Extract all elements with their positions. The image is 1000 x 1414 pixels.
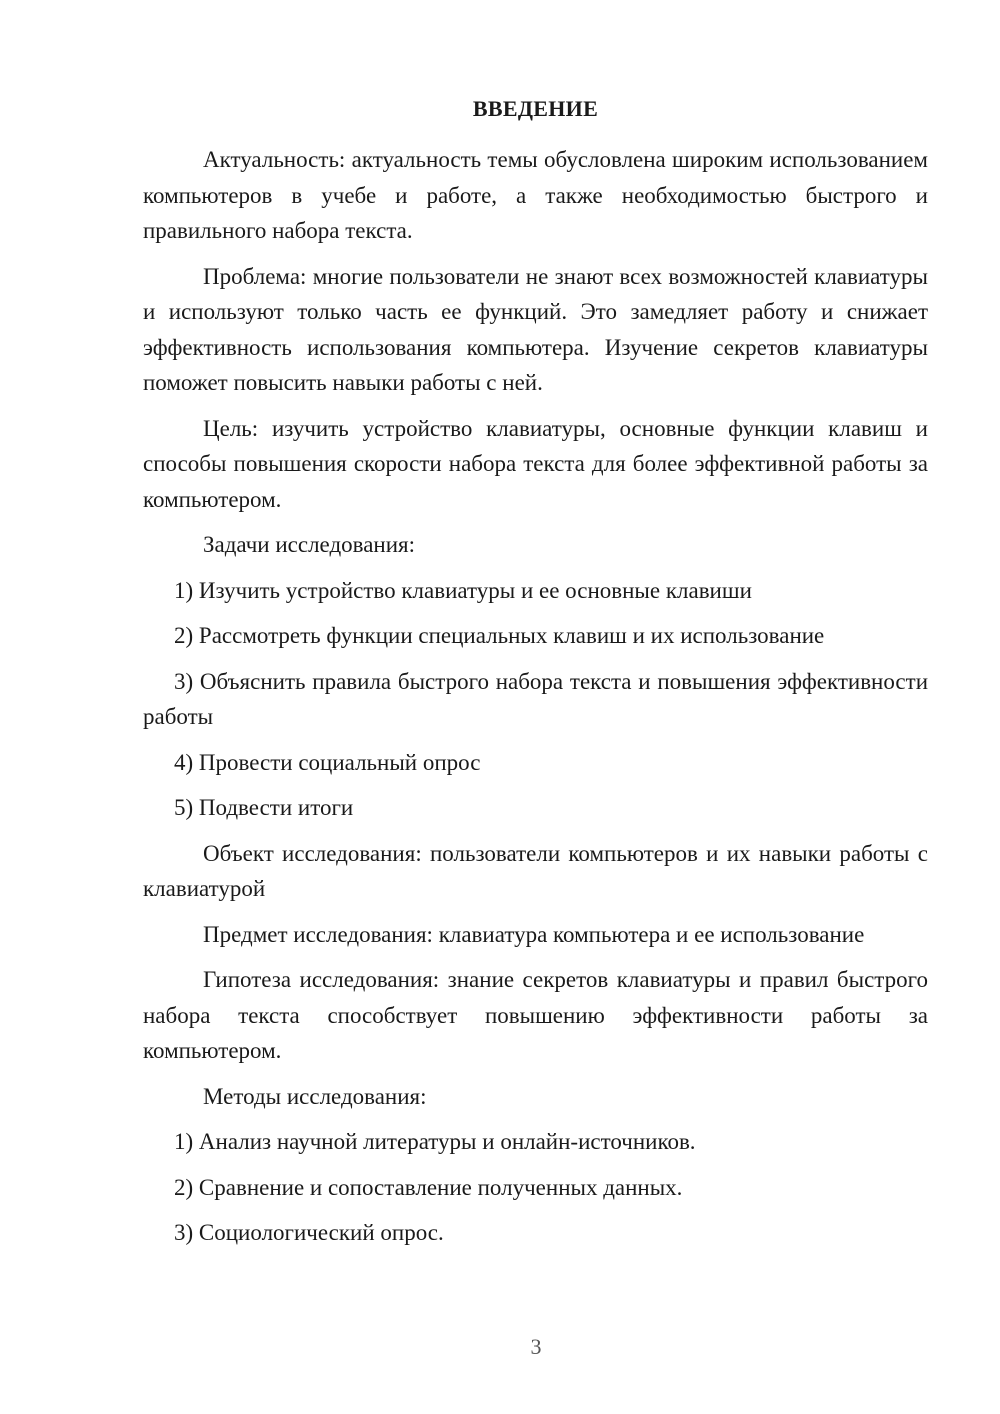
method-item: 2) Сравнение и сопоставление полученных данных.: [174, 1174, 683, 1200]
methods-heading: Методы исследования:: [203, 1083, 427, 1109]
task-item: 4) Провести социальный опрос: [174, 749, 481, 775]
object-paragraph: Объект исследования: пользователи компьютеров и их навыки работы с клавиатурой: [143, 840, 928, 901]
method-item: 1) Анализ научной литературы и онлайн-источников.: [174, 1129, 696, 1154]
method-item: 3) Социологический опрос.: [174, 1220, 444, 1245]
document-body: [143, 142, 928, 1261]
subject-paragraph: Предмет исследования: клавиатура компьютера и ее использование: [203, 921, 865, 947]
problem-paragraph: Проблема: многие пользователи не знают всех возможностей клавиатуры и используют только часть ее функций. Это замедляет работу и снижает эффективность использования компьютера. Изучение секретов клавиатуры поможет повысить навыки работы с ней.: [143, 263, 928, 395]
task-item: 2) Рассмотреть функции специальных клавиш и их использование: [174, 623, 825, 648]
tasks-heading: Задачи исследования:: [203, 532, 416, 557]
goal-paragraph: Цель: изучить устройство клавиатуры, основные функции клавиш и способы повышения скорости набора текста для более эффективной работы за компьютером.: [143, 415, 928, 512]
hypothesis-paragraph: Гипотеза исследования: знание секретов клавиатуры и правил быстрого набора текста способствует повышению эффективности работы за компьютером.: [143, 967, 928, 1063]
task-item: 3) Объяснить правила быстрого набора текста и повышения эффективности работы: [143, 668, 928, 729]
section-title: ВВЕДЕНИЕ: [472, 96, 599, 121]
relevance-paragraph: Актуальность: актуальность темы обусловлена широким использованием компьютеров в учебе и работе, а также необходимостью быстрого и правильного набора текста.: [143, 147, 928, 243]
page-number: 3: [530, 1334, 542, 1359]
task-item: 5) Подвести итоги: [174, 795, 354, 820]
task-item: 1) Изучить устройство клавиатуры и ее основные клавиши: [174, 577, 752, 603]
